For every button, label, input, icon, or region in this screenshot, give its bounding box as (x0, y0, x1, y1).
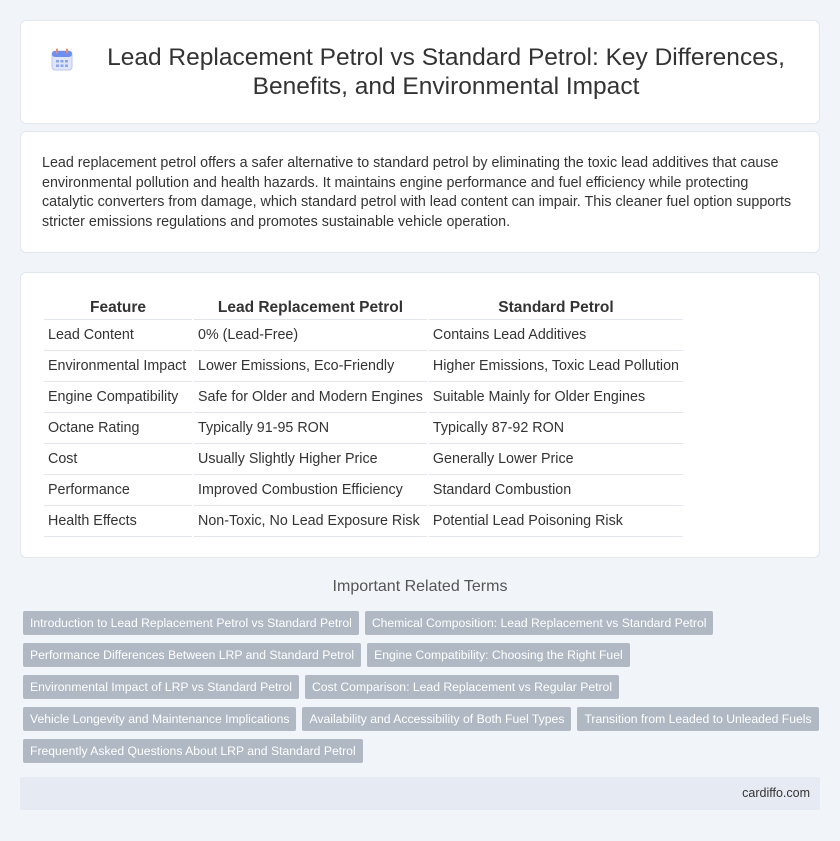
related-term-tag[interactable]: Vehicle Longevity and Maintenance Implications (23, 707, 296, 731)
related-term-tag[interactable]: Transition from Leaded to Unleaded Fuels (577, 707, 818, 731)
page-title: Lead Replacement Petrol vs Standard Petrol: Key Differences, Benefits, and Environmental Impact (107, 44, 785, 100)
related-terms-title: Important Related Terms (332, 578, 508, 595)
table-cell: Higher Emissions, Toxic Lead Pollution (429, 351, 683, 382)
related-terms-list (23, 611, 823, 763)
related-term-tag[interactable]: Chemical Composition: Lead Replacement vs Standard Petrol (365, 611, 714, 635)
comparison-card (20, 272, 820, 558)
table-row (44, 320, 683, 351)
related-term-tag[interactable]: Engine Compatibility: Choosing the Right Fuel (367, 643, 630, 667)
table-cell: Non-Toxic, No Lead Exposure Risk (194, 506, 427, 537)
table-cell: Suitable Mainly for Older Engines (429, 382, 683, 413)
table-cell: Health Effects (44, 506, 192, 537)
table-header-row (44, 297, 683, 320)
related-term-tag[interactable]: Introduction to Lead Replacement Petrol vs Standard Petrol (23, 611, 359, 635)
table-cell: Lead Content (44, 320, 192, 351)
column-header: Standard Petrol (429, 297, 683, 320)
table-cell: Potential Lead Poisoning Risk (429, 506, 683, 537)
table-cell: Typically 91-95 RON (194, 413, 427, 444)
related-term-tag[interactable]: Environmental Impact of LRP vs Standard Petrol (23, 675, 299, 699)
comparison-table (42, 297, 685, 537)
footer (20, 777, 820, 810)
table-row (44, 382, 683, 413)
table-cell: Environmental Impact (44, 351, 192, 382)
table-cell: Usually Slightly Higher Price (194, 444, 427, 475)
table-cell: Engine Compatibility (44, 382, 192, 413)
table-cell: Octane Rating (44, 413, 192, 444)
related-term-tag[interactable]: Performance Differences Between LRP and Standard Petrol (23, 643, 361, 667)
column-header: Feature (44, 297, 192, 320)
calendar-icon (51, 48, 73, 72)
title-card (20, 20, 820, 124)
table-cell: Improved Combustion Efficiency (194, 475, 427, 506)
table-cell: Lower Emissions, Eco-Friendly (194, 351, 427, 382)
related-term-tag[interactable]: Availability and Accessibility of Both Fuel Types (302, 707, 571, 731)
table-cell: Performance (44, 475, 192, 506)
intro-card (20, 131, 820, 253)
table-cell: Cost (44, 444, 192, 475)
column-header: Lead Replacement Petrol (194, 297, 427, 320)
table-row (44, 506, 683, 537)
table-row (44, 351, 683, 382)
table-cell: Safe for Older and Modern Engines (194, 382, 427, 413)
table-row (44, 475, 683, 506)
footer-site: cardiffo.com (742, 786, 810, 800)
table-row (44, 413, 683, 444)
table-cell: Typically 87-92 RON (429, 413, 683, 444)
table-cell: Generally Lower Price (429, 444, 683, 475)
table-cell: Contains Lead Additives (429, 320, 683, 351)
related-term-tag[interactable]: Frequently Asked Questions About LRP and Standard Petrol (23, 739, 363, 763)
table-cell: 0% (Lead-Free) (194, 320, 427, 351)
table-row (44, 444, 683, 475)
related-term-tag[interactable]: Cost Comparison: Lead Replacement vs Regular Petrol (305, 675, 619, 699)
intro-text: Lead replacement petrol offers a safer alternative to standard petrol by eliminating the toxic lead additives that cause environmental pollution and health hazards. It maintains engine performance and fuel efficiency while protecting catalytic converters from damage, which standard petrol with lead content can impair. This cleaner fuel option supports stricter emissions regulations and promotes sustainable vehicle operation. (42, 155, 792, 230)
table-cell: Standard Combustion (429, 475, 683, 506)
